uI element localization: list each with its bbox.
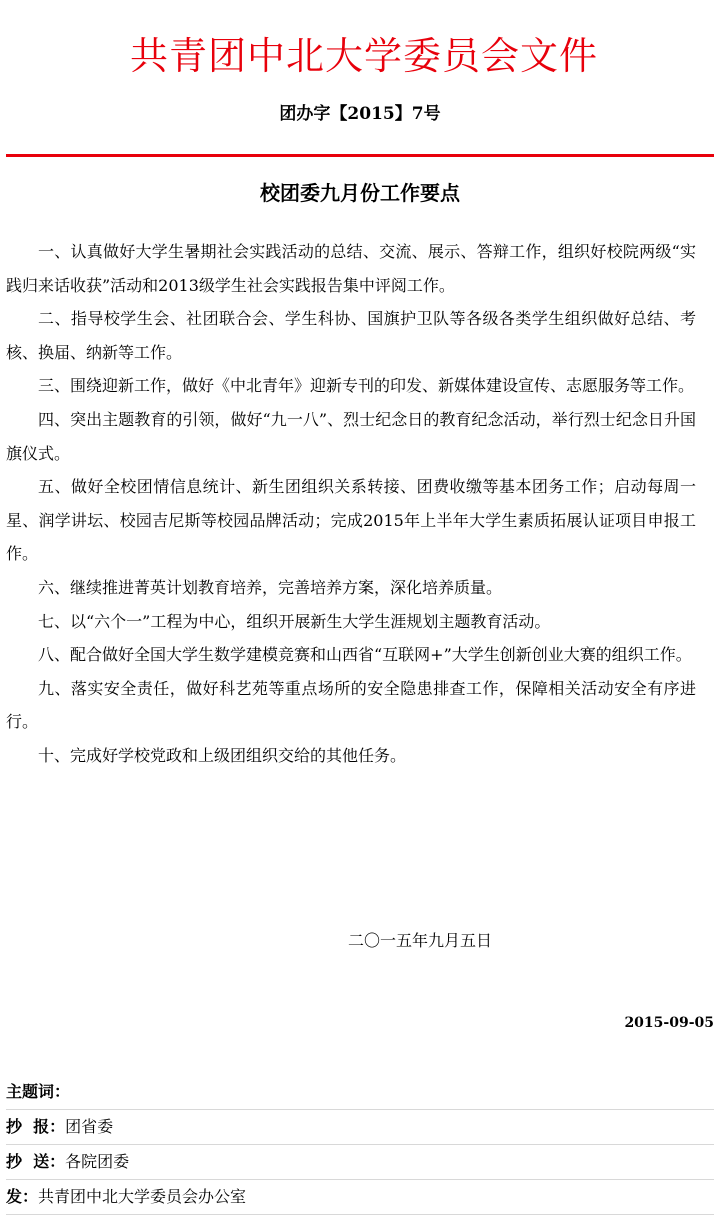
- paragraph-1: 一、认真做好大学生暑期社会实践活动的总结、交流、展示、答辩工作，组织好校院两级“实践归来话收获”活动和2013级学生社会实践报告集中评阅工作。: [6, 242, 696, 295]
- paragraph-4: 四、突出主题教育的引领，做好“九一八”、烈士纪念日的教育纪念活动，举行烈士纪念日升国旗仪式。: [6, 409, 696, 463]
- copy-label: 抄 送：: [6, 1152, 66, 1171]
- signature-date-chinese: 二〇一五年九月五日: [347, 931, 492, 950]
- paragraph-8: 八、配合做好全国大学生数学建模竞赛和山西省“互联网+”大学生创新创业大赛的组织工作。: [38, 645, 692, 665]
- meta-row-report: [6, 1110, 714, 1145]
- paragraph-6: 六、继续推进菁英计划教育培养，完善培养方案，深化培养质量。: [38, 577, 503, 597]
- paragraph-2: 二、指导校学生会、社团联合会、学生科协、国旗护卫队等各级各类学生组织做好总结、考核、换届、纳新等工作。: [6, 309, 696, 362]
- red-divider: [6, 154, 714, 157]
- paragraph-10: 十、完成好学校党政和上级团组织交给的其他任务。: [38, 745, 407, 765]
- publish-date: 2015-09-05: [624, 1015, 714, 1031]
- document-title: 校团委九月份工作要点: [260, 181, 460, 205]
- subject-label: 主题词：: [6, 1082, 71, 1101]
- meta-row-subject: [6, 1075, 714, 1110]
- document-number: 团办字【2015】7号: [279, 104, 441, 124]
- document-header-title: 共青团中北大学委员会文件: [129, 34, 598, 78]
- document-body: [6, 235, 696, 773]
- report-value: 团省委: [65, 1117, 114, 1136]
- copy-value: 各院团委: [65, 1152, 130, 1171]
- paragraph-7: 七、以“六个一”工程为中心，组织开展新生大学生涯规划主题教育活动。: [38, 611, 551, 631]
- document-meta: [6, 1075, 714, 1215]
- meta-row-copy: [6, 1145, 714, 1180]
- paragraph-3: 三、围绕迎新工作，做好《中北青年》迎新专刊的印发、新媒体建设宣传、志愿服务等工作。: [38, 376, 695, 396]
- paragraph-5: 五、做好全校团情信息统计、新生团组织关系转接、团费收缴等基本团务工作；启动每周一星、润学讲坛、校园吉尼斯等校园品牌活动；完成2015年上半年大学生素质拓展认证项目申报工作。: [6, 477, 696, 564]
- report-label: 抄 报：: [6, 1117, 66, 1136]
- paragraph-9: 九、落实安全责任，做好科艺苑等重点场所的安全隐患排查工作，保障相关活动安全有序进行。: [6, 678, 696, 732]
- meta-row-issuer: [6, 1180, 714, 1215]
- issuer-value: 共青团中北大学委员会办公室: [38, 1187, 247, 1206]
- issuer-label: 发：: [6, 1187, 39, 1206]
